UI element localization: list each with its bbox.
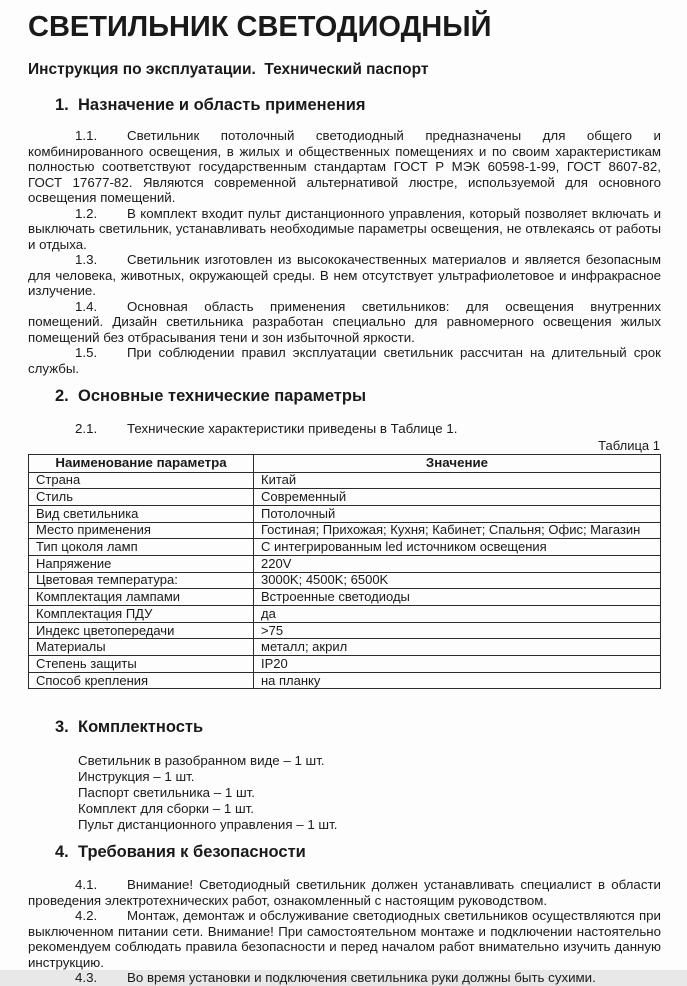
- table-row: [29, 539, 661, 556]
- paragraph-4-1-number: 4.1.: [75, 877, 98, 893]
- paragraph-1-4: [28, 299, 661, 346]
- spec-name-cell: Способ крепления: [29, 672, 254, 689]
- table-row: [29, 505, 661, 522]
- section-3-heading: [55, 718, 661, 736]
- spec-name-cell: Степень защиты: [29, 656, 254, 673]
- spec-value-cell: Гостиная; Прихожая; Кухня; Кабинет; Спальня; Офис; Магазин: [254, 522, 661, 539]
- spec-table: [28, 454, 661, 690]
- paragraph-1-2: [28, 206, 661, 253]
- paragraph-4-2: [28, 908, 661, 970]
- spec-value-cell: на планку: [254, 672, 661, 689]
- table-row: [29, 622, 661, 639]
- paragraph-4-3-text: Во время установки и подключения светильника руки должны быть сухими.: [127, 970, 596, 986]
- table-row: [29, 639, 661, 656]
- section-2-number: 2.: [55, 387, 69, 405]
- table-row: [29, 656, 661, 673]
- spec-value-cell: металл; акрил: [254, 639, 661, 656]
- paragraph-1-2-text: В комплект входит пульт дистанционного управления, который позволяет включать и выключать светильник, устанавливать необходимые параметры освещения, не отвлекаясь от работы и отдыха.: [28, 205, 661, 252]
- column-header-value: Значение: [254, 454, 661, 472]
- paragraph-2-1: [28, 421, 661, 437]
- spec-value-cell: С интегрированным led источником освещения: [254, 539, 661, 556]
- list-item: Паспорт светильника – 1 шт.: [78, 785, 255, 801]
- section-1-number: 1.: [55, 96, 69, 114]
- paragraph-1-5-text: При соблюдении правил эксплуатации светильник рассчитан на длительный срок службы.: [28, 345, 661, 376]
- paragraph-2-1-number: 2.1.: [75, 421, 98, 436]
- table-caption: Таблица 1: [598, 437, 660, 453]
- paragraph-4-2-text: Монтаж, демонтаж и обслуживание светодиодных светильников осуществляются при выключенном питании сети. Внимание! При самостоятельном монтаже и подключении настоятельно рекомендуем соблюдать правила безопасности и перед началом работ внимательно изучить данную инструкцию.: [28, 908, 661, 970]
- spec-value-cell: 3000K; 4500K; 6500K: [254, 572, 661, 589]
- paragraph-4-2-number: 4.2.: [75, 908, 98, 924]
- list-item: Инструкция – 1 шт.: [78, 769, 195, 785]
- list-item: Комплект для сборки – 1 шт.: [78, 800, 254, 816]
- list-item: Светильник в разобранном виде – 1 шт.: [78, 753, 325, 769]
- spec-name-cell: Вид светильника: [29, 505, 254, 522]
- spec-value-cell: >75: [254, 622, 661, 639]
- section-1-heading: [55, 96, 661, 114]
- doc-title: СВЕТИЛЬНИК СВЕТОДИОДНЫЙ: [28, 11, 492, 43]
- spec-value-cell: 220V: [254, 555, 661, 572]
- paragraph-1-1-text: Светильник потолочный светодиодный предназначены для общего и комбинированного освещения, в жилых и общественных помещениях и по своим характеристикам полностью соответствуют государственным стандартам ГОСТ Р МЭК 60598-1-99, ГОСТ 8607-82, ГОСТ 17677-82. Являются современной альтернативой люстре, используемой для основного освещения помещений.: [28, 128, 661, 205]
- paragraph-1-5-number: 1.5.: [75, 345, 98, 360]
- doc-subtitle: Инструкция по эксплуатации. Технический паспорт: [28, 61, 429, 78]
- table-row: [29, 489, 661, 506]
- section-kit: [0, 718, 687, 832]
- spec-name-cell: Комплектация лампами: [29, 589, 254, 606]
- section-4-title: Требования к безопасности: [78, 843, 306, 862]
- column-header-parameter: Наименование параметра: [29, 454, 254, 472]
- spec-name-cell: Стиль: [29, 489, 254, 506]
- spec-value-cell: да: [254, 606, 661, 623]
- paragraph-1-1: [28, 128, 661, 206]
- paragraph-4-1: [28, 877, 661, 908]
- spec-value-cell: Китай: [254, 472, 661, 489]
- spec-name-cell: Цветовая температура:: [29, 572, 254, 589]
- table-row: [29, 572, 661, 589]
- spec-name-cell: Материалы: [29, 639, 254, 656]
- paragraph-1-1-number: 1.1.: [75, 128, 98, 143]
- spec-value-cell: Потолочный: [254, 505, 661, 522]
- section-purpose: [0, 96, 687, 376]
- spec-name-cell: Напряжение: [29, 555, 254, 572]
- spec-value-cell: Встроенные светодиоды: [254, 589, 661, 606]
- section-tech-params: [0, 387, 687, 689]
- section-2-title: Основные технические параметры: [78, 387, 367, 405]
- spec-name-cell: Комплектация ПДУ: [29, 606, 254, 623]
- paragraph-4-1-text: Внимание! Светодиодный светильник должен устанавливать специалист в области проведения электротехнических работ, ознакомленный с настоящим руководством.: [28, 877, 661, 908]
- paragraph-1-2-number: 1.2.: [75, 205, 98, 221]
- spec-name-cell: Страна: [29, 472, 254, 489]
- paragraph-1-5: [28, 345, 661, 376]
- paragraph-1-3-text: Светильник изготовлен из высококачественных материалов и является безопасным для человека, животных, окружающей среды. В нем отсутствует ультрафиолетовое и инфракрасное излучение.: [28, 252, 661, 298]
- table-row: [29, 555, 661, 572]
- paragraph-4-3: [28, 970, 661, 986]
- table-row: [29, 589, 661, 606]
- section-3-number: 3.: [55, 718, 69, 737]
- table-row: [29, 606, 661, 623]
- table-row: [29, 672, 661, 689]
- section-4-number: 4.: [55, 843, 69, 862]
- spec-name-cell: Место применения: [29, 522, 254, 539]
- section-1-title: Назначение и область применения: [78, 96, 366, 114]
- spec-name-cell: Индекс цветопередачи: [29, 622, 254, 639]
- paragraph-4-3-number: 4.3.: [75, 970, 98, 986]
- paragraph-1-3-number: 1.3.: [75, 252, 98, 267]
- list-item: Пульт дистанционного управления – 1 шт.: [78, 816, 338, 832]
- paragraph-1-4-number: 1.4.: [75, 298, 98, 314]
- paragraph-1-3: [28, 252, 661, 299]
- paragraph-2-1-text: Технические характеристики приведены в Таблице 1.: [127, 421, 458, 436]
- spec-name-cell: Тип цоколя ламп: [29, 539, 254, 556]
- section-safety: [0, 843, 687, 986]
- kit-list: [78, 753, 661, 832]
- spec-value-cell: IP20: [254, 656, 661, 673]
- section-3-title: Комплектность: [78, 718, 204, 737]
- table-row: [29, 522, 661, 539]
- paragraph-1-4-text: Основная область применения светильников: для освещения внутренних помещений. Дизайн светильника разработан специально для равномерного освещения жилых помещений без отбрасывания тени и зон избыточной яркости.: [28, 298, 661, 345]
- spec-value-cell: Современный: [254, 489, 661, 506]
- section-4-heading: [55, 843, 661, 861]
- table-row: [29, 472, 661, 489]
- table-header-row: [29, 454, 661, 472]
- section-2-heading: [55, 387, 661, 405]
